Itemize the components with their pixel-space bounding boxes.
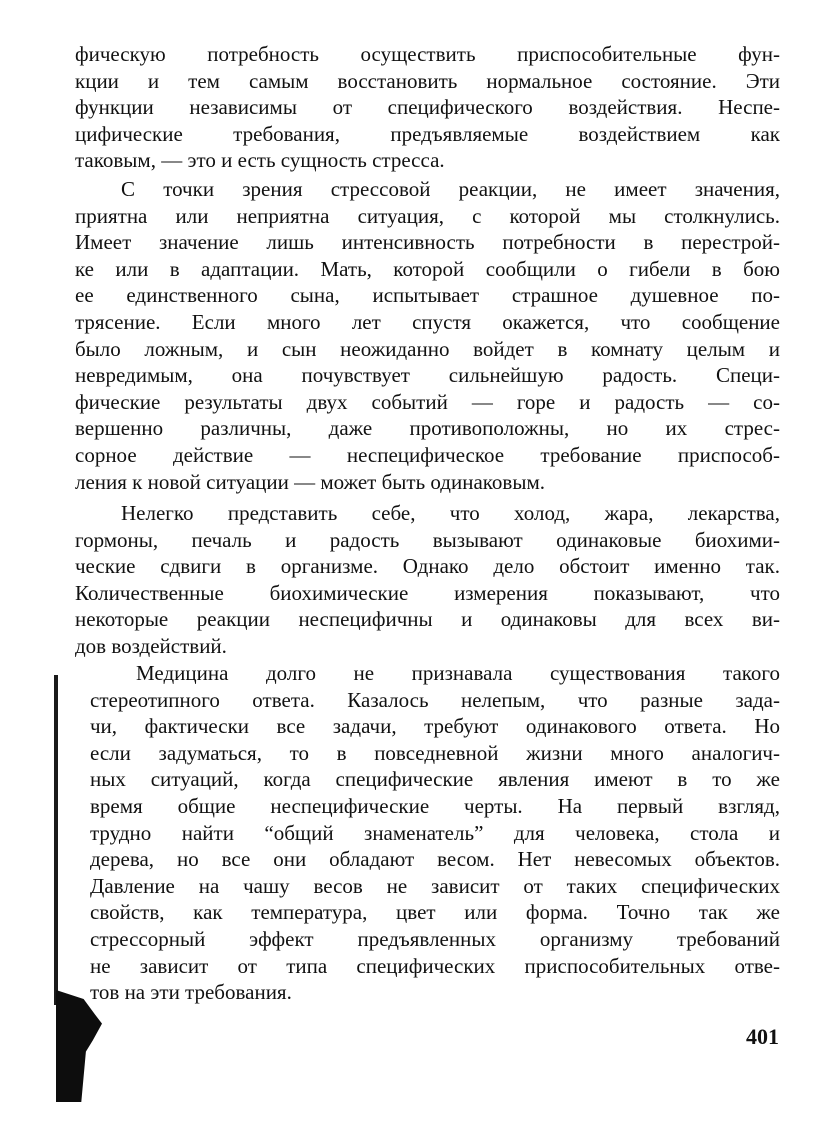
text-line: Количественные биохимические измерения показывают, что bbox=[75, 580, 780, 605]
text-line: трудно найти “общий знаменатель” для человека, стола и bbox=[90, 820, 780, 845]
text-line: тов на эти требования. bbox=[90, 980, 292, 1005]
text-line: таковым, — это и есть сущность стресса. bbox=[75, 148, 445, 173]
text-line: если задуматься, то в повседневной жизни много аналогич- bbox=[90, 740, 780, 765]
text-line: было ложным, и сын неожиданно войдет в комнату целым и bbox=[75, 336, 780, 361]
paragraph-2 bbox=[75, 176, 780, 495]
text-line: Нелегко представить себе, что холод, жара, лекарства, bbox=[121, 501, 780, 525]
paragraph-4 bbox=[90, 660, 780, 1006]
scan-corner-shadow bbox=[56, 990, 102, 1102]
text-line: функции независимы от специфического воздействия. Неспе- bbox=[75, 95, 780, 120]
text-line: цифические требования, предъявляемые воздействием как bbox=[75, 121, 780, 146]
text-line: ее единственного сына, испытывает страшное душевное по- bbox=[75, 283, 780, 308]
text-line: чи, фактически все задачи, требуют одинакового ответа. Но bbox=[90, 714, 780, 739]
paragraph-1 bbox=[75, 41, 780, 174]
text-line: фическую потребность осуществить приспособительные фун- bbox=[75, 42, 780, 66]
text-line: приятна или неприятна ситуация, с которой мы столкнулись. bbox=[75, 203, 780, 228]
text-line: ных ситуаций, когда специфические явления имеют в то же bbox=[90, 767, 780, 792]
scan-edge-shadow bbox=[54, 675, 58, 1005]
paragraph-3 bbox=[75, 500, 780, 660]
text-line: дерева, но все они обладают весом. Нет невесомых объектов. bbox=[90, 847, 780, 872]
text-line: сорное действие — неспецифическое требование приспособ- bbox=[75, 442, 780, 467]
text-line: трясение. Если много лет спустя окажется, что сообщение bbox=[75, 309, 780, 334]
text-line: дов воздействий. bbox=[75, 633, 227, 658]
text-line: кции и тем самым восстановить нормальное состояние. Эти bbox=[75, 68, 780, 93]
text-line: вершенно различны, даже противоположны, но их стрес- bbox=[75, 416, 780, 441]
text-line: свойств, как температура, цвет или форма. Точно так же bbox=[90, 900, 780, 925]
text-line: Медицина долго не признавала существования такого bbox=[136, 661, 780, 685]
text-line: не зависит от типа специфических приспособительных отве- bbox=[90, 953, 780, 978]
text-line: ческие сдвиги в организме. Однако дело обстоит именно так. bbox=[75, 554, 780, 579]
text-line: невредимым, она почувствует сильнейшую радость. Специ- bbox=[75, 363, 780, 388]
text-line: некоторые реакции неспецифичны и одинаковы для всех ви- bbox=[75, 607, 780, 632]
text-line: Давление на чашу весов не зависит от таких специфических bbox=[90, 873, 780, 898]
text-line: Имеет значение лишь интенсивность потребности в перестрой- bbox=[75, 230, 780, 255]
text-line: ления к новой ситуации — может быть одинаковым. bbox=[75, 469, 545, 494]
text-line: стрессорный эффект предъявленных организму требований bbox=[90, 926, 780, 951]
text-line: ке или в адаптации. Мать, которой сообщили о гибели в бою bbox=[75, 256, 780, 281]
text-line: С точки зрения стрессовой реакции, не имеет значения, bbox=[121, 177, 780, 201]
text-line: стереотипного ответа. Казалось нелепым, что разные зада- bbox=[90, 687, 780, 712]
page-number: 401 bbox=[746, 1024, 779, 1049]
text-line: фические результаты двух событий — горе и радость — со- bbox=[75, 389, 780, 414]
text-line: время общие неспецифические черты. На первый взгляд, bbox=[90, 793, 780, 818]
text-line: гормоны, печаль и радость вызывают одинаковые биохими- bbox=[75, 527, 780, 552]
